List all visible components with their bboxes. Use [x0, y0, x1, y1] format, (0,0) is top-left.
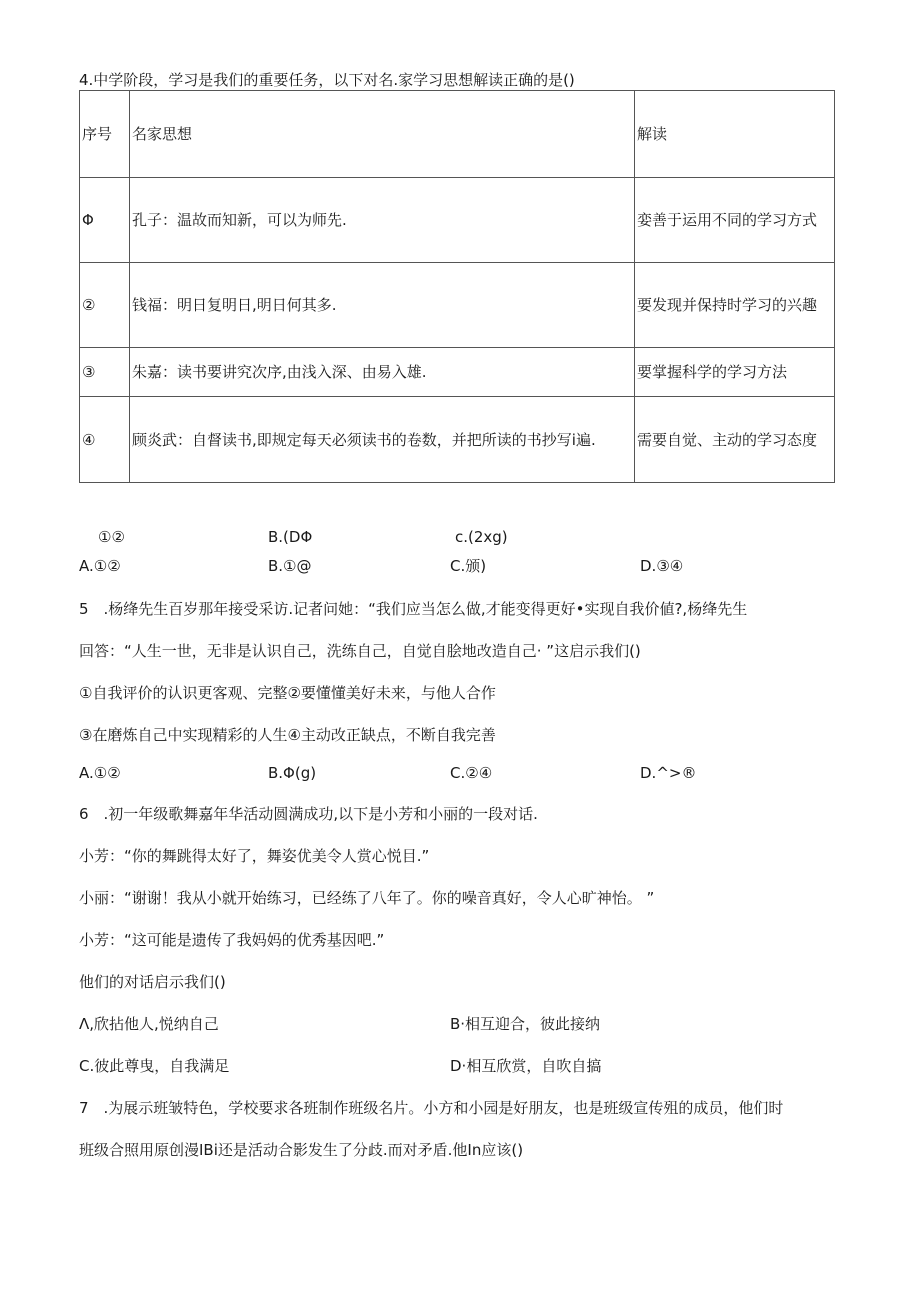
q6-option-a: Λ,欣拈他人,悦纳自己 [79, 1015, 219, 1033]
q4-option-c: C.颁) [450, 557, 487, 575]
row-interp: 需要自觉、主动的学习态度 [635, 397, 835, 483]
table-row [80, 178, 835, 263]
q4-option-a: A.①② [79, 557, 121, 575]
q5-line: 5 .杨绛先生百岁那年接受采访.记者问她：“我们应当怎么做,才能变得更好•实现自我价値?,杨绛先生 [79, 600, 748, 618]
table-row [80, 348, 835, 397]
row-interp: 娈善于运用不同的学习方式 [635, 178, 835, 263]
q7-line: 班级合照用原创漫IBi还是活动合影发生了分歧.而对矛盾.他In应该() [79, 1141, 524, 1159]
header-thought: 名家思想 [130, 91, 635, 178]
q6-line: 他们的对话启示我们() [79, 973, 226, 991]
table-row [80, 263, 835, 348]
row-thought: 孔子：温故而知新，可以为师先. [130, 178, 635, 263]
q4-table [79, 90, 835, 483]
q5-option-c: C.②④ [450, 764, 493, 782]
q5-option-b: B.Φ(g) [268, 764, 317, 782]
q5-option-d: D.^>® [640, 764, 697, 782]
header-no: 序号 [80, 91, 130, 178]
q5-line: 回答：“人生一世，无非是认识自己，洗练自己，自觉自脍地改造自己· ”这启示我们() [79, 642, 641, 660]
q5-line: ①自我评价的认识更客观、完整②要懂懂美好未来，与他人合作 [79, 684, 496, 702]
row-interp: 要发现并保持时学习的兴趣 [635, 263, 835, 348]
q6-option-c: C.彼此尊曳，自我满足 [79, 1057, 230, 1075]
stray-text: B.(DΦ [268, 528, 313, 546]
q4-stem: 4.中学阶段，学习是我们的重要任务，以下对名.家学习思想解读正确的是() [79, 71, 575, 89]
q6-option-b: B·相互迎合，彼此接纳 [450, 1015, 601, 1033]
q4-option-d: D.③④ [640, 557, 684, 575]
q6-line: 6 .初一年级歌舞嘉年华活动圆满成功,以下是小芳和小丽的一段对话. [79, 805, 538, 823]
row-no: Φ [80, 178, 130, 263]
stray-text: c.(2xg) [455, 528, 508, 546]
q6-line: 小芳：“你的舞跳得太好了，舞姿优美令人赏心悦目.” [79, 847, 430, 865]
row-no: ④ [80, 397, 130, 483]
table-row [80, 397, 835, 483]
row-thought: 钱福：明日复明日,明日何其多. [130, 263, 635, 348]
row-thought: 朱嘉：读书要讲究次序,由浅入深、由易入雄. [130, 348, 635, 397]
row-interp: 要掌握科学的学习方法 [635, 348, 835, 397]
q4-option-b: B.①@ [268, 557, 312, 575]
table-header-row [80, 91, 835, 178]
header-interp: 解读 [635, 91, 835, 178]
q6-line: 小丽：“谢谢！我从小就开始练习，已经练了八年了。你的噪音真好，令人心旷神怡。 ” [79, 889, 655, 907]
q5-option-a: A.①② [79, 764, 121, 782]
q5-line: ③在磨炼自己中实现精彩的人生④主动改正缺点，不断自我完善 [79, 726, 496, 744]
row-no: ③ [80, 348, 130, 397]
row-no: ② [80, 263, 130, 348]
row-thought: 顾炎武：自督读书,即规定每天必须读书的卷数，并把所读的书抄写i遍. [130, 397, 635, 483]
q7-line: 7 .为展示班皱特色，学校要求各班制作班级名片。小方和小园是好朋友，也是班级宣传殂的成员，他们时 [79, 1099, 784, 1117]
q6-line: 小芳：“这可能是遗传了我妈妈的优秀基因吧.” [79, 931, 385, 949]
stray-text: ①② [98, 528, 125, 546]
q6-option-d: D·相互欣赏，自吹自搞 [450, 1057, 602, 1075]
